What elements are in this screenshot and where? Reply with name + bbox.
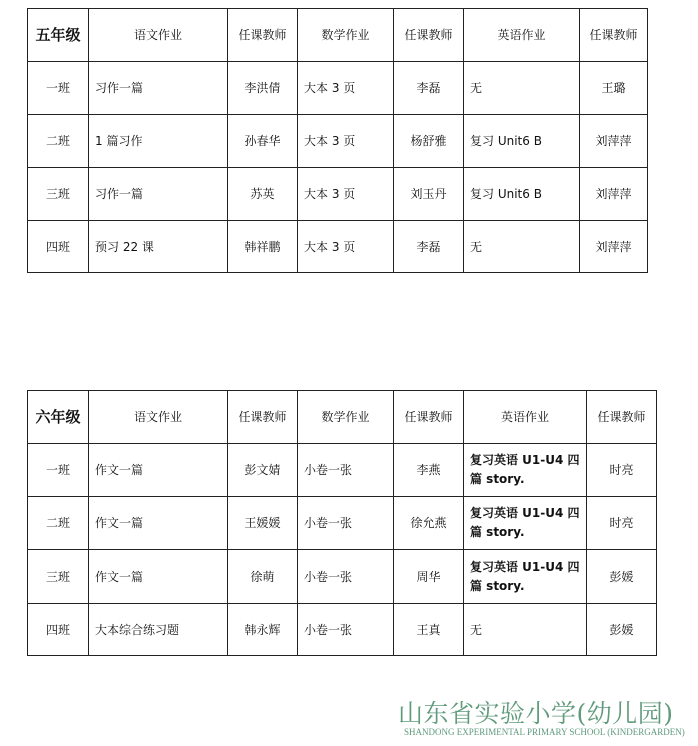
english-homework: 无 xyxy=(464,221,580,273)
chinese-homework: 作文一篇 xyxy=(89,550,228,604)
english-teacher: 彭媛 xyxy=(587,604,657,656)
english-homework: 复习 Unit6 B xyxy=(464,168,580,221)
english-teacher: 刘萍萍 xyxy=(580,168,648,221)
grade-label: 六年级 xyxy=(28,391,89,444)
math-homework: 小卷一张 xyxy=(298,497,394,550)
class-name: 四班 xyxy=(28,604,89,656)
math-homework: 大本 3 页 xyxy=(298,168,394,221)
chinese-homework: 作文一篇 xyxy=(89,497,228,550)
teacher-header: 任课教师 xyxy=(580,9,648,62)
table-header-row xyxy=(28,9,648,62)
teacher-header: 任课教师 xyxy=(228,9,298,62)
chinese-teacher: 孙春华 xyxy=(228,115,298,168)
math-teacher: 周华 xyxy=(394,550,464,604)
teacher-header: 任课教师 xyxy=(394,9,464,62)
chinese-homework-header: 语文作业 xyxy=(89,9,228,62)
table-row xyxy=(28,168,648,221)
english-teacher: 刘萍萍 xyxy=(580,115,648,168)
chinese-homework: 预习 22 课 xyxy=(89,221,228,273)
table-row xyxy=(28,497,657,550)
english-homework: 复习 Unit6 B xyxy=(464,115,580,168)
table-row xyxy=(28,115,648,168)
english-homework-header: 英语作业 xyxy=(464,391,587,444)
english-teacher: 王璐 xyxy=(580,62,648,115)
teacher-header: 任课教师 xyxy=(394,391,464,444)
chinese-homework: 习作一篇 xyxy=(89,62,228,115)
watermark-chinese-name: 山东省实验小学(幼儿园) xyxy=(398,699,674,728)
math-homework: 大本 3 页 xyxy=(298,221,394,273)
chinese-homework: 习作一篇 xyxy=(89,168,228,221)
math-homework: 小卷一张 xyxy=(298,550,394,604)
class-name: 一班 xyxy=(28,444,89,497)
math-teacher: 杨舒雅 xyxy=(394,115,464,168)
math-homework: 小卷一张 xyxy=(298,444,394,497)
english-homework: 无 xyxy=(464,62,580,115)
english-teacher: 刘萍萍 xyxy=(580,221,648,273)
english-teacher: 时亮 xyxy=(587,497,657,550)
english-homework: 复习英语 U1-U4 四篇 story. xyxy=(464,497,587,550)
chinese-teacher: 韩祥鹏 xyxy=(228,221,298,273)
teacher-header: 任课教师 xyxy=(587,391,657,444)
chinese-teacher: 彭文婧 xyxy=(228,444,298,497)
school-watermark-logo xyxy=(398,694,693,744)
math-teacher: 李磊 xyxy=(394,221,464,273)
math-homework-header: 数学作业 xyxy=(298,391,394,444)
watermark-english-name: SHANDONG EXPERIMENTAL PRIMARY SCHOOL (KINDERGARDEN) xyxy=(404,727,685,737)
chinese-teacher: 韩永辉 xyxy=(228,604,298,656)
grade5-homework-table xyxy=(27,8,648,273)
math-teacher: 王真 xyxy=(394,604,464,656)
table-row xyxy=(28,221,648,273)
table-header-row xyxy=(28,391,657,444)
chinese-homework: 作文一篇 xyxy=(89,444,228,497)
math-teacher: 李燕 xyxy=(394,444,464,497)
class-name: 二班 xyxy=(28,497,89,550)
class-name: 三班 xyxy=(28,168,89,221)
table-row xyxy=(28,604,657,656)
english-homework-header: 英语作业 xyxy=(464,9,580,62)
chinese-homework-header: 语文作业 xyxy=(89,391,228,444)
grade6-homework-table xyxy=(27,390,657,656)
chinese-teacher: 徐萌 xyxy=(228,550,298,604)
math-teacher: 徐允燕 xyxy=(394,497,464,550)
class-name: 三班 xyxy=(28,550,89,604)
math-homework-header: 数学作业 xyxy=(298,9,394,62)
math-homework: 小卷一张 xyxy=(298,604,394,656)
english-teacher: 彭媛 xyxy=(587,550,657,604)
english-teacher: 时亮 xyxy=(587,444,657,497)
teacher-header: 任课教师 xyxy=(228,391,298,444)
english-homework: 无 xyxy=(464,604,587,656)
table-row xyxy=(28,62,648,115)
class-name: 四班 xyxy=(28,221,89,273)
english-homework: 复习英语 U1-U4 四篇 story. xyxy=(464,444,587,497)
math-homework: 大本 3 页 xyxy=(298,115,394,168)
table-row xyxy=(28,444,657,497)
math-homework: 大本 3 页 xyxy=(298,62,394,115)
chinese-homework: 1 篇习作 xyxy=(89,115,228,168)
math-teacher: 李磊 xyxy=(394,62,464,115)
chinese-teacher: 苏英 xyxy=(228,168,298,221)
math-teacher: 刘玉丹 xyxy=(394,168,464,221)
table-row xyxy=(28,550,657,604)
chinese-teacher: 李洪倩 xyxy=(228,62,298,115)
chinese-homework: 大本综合练习题 xyxy=(89,604,228,656)
chinese-teacher: 王媛媛 xyxy=(228,497,298,550)
class-name: 二班 xyxy=(28,115,89,168)
english-homework: 复习英语 U1-U4 四篇 story. xyxy=(464,550,587,604)
grade-label: 五年级 xyxy=(28,9,89,62)
class-name: 一班 xyxy=(28,62,89,115)
